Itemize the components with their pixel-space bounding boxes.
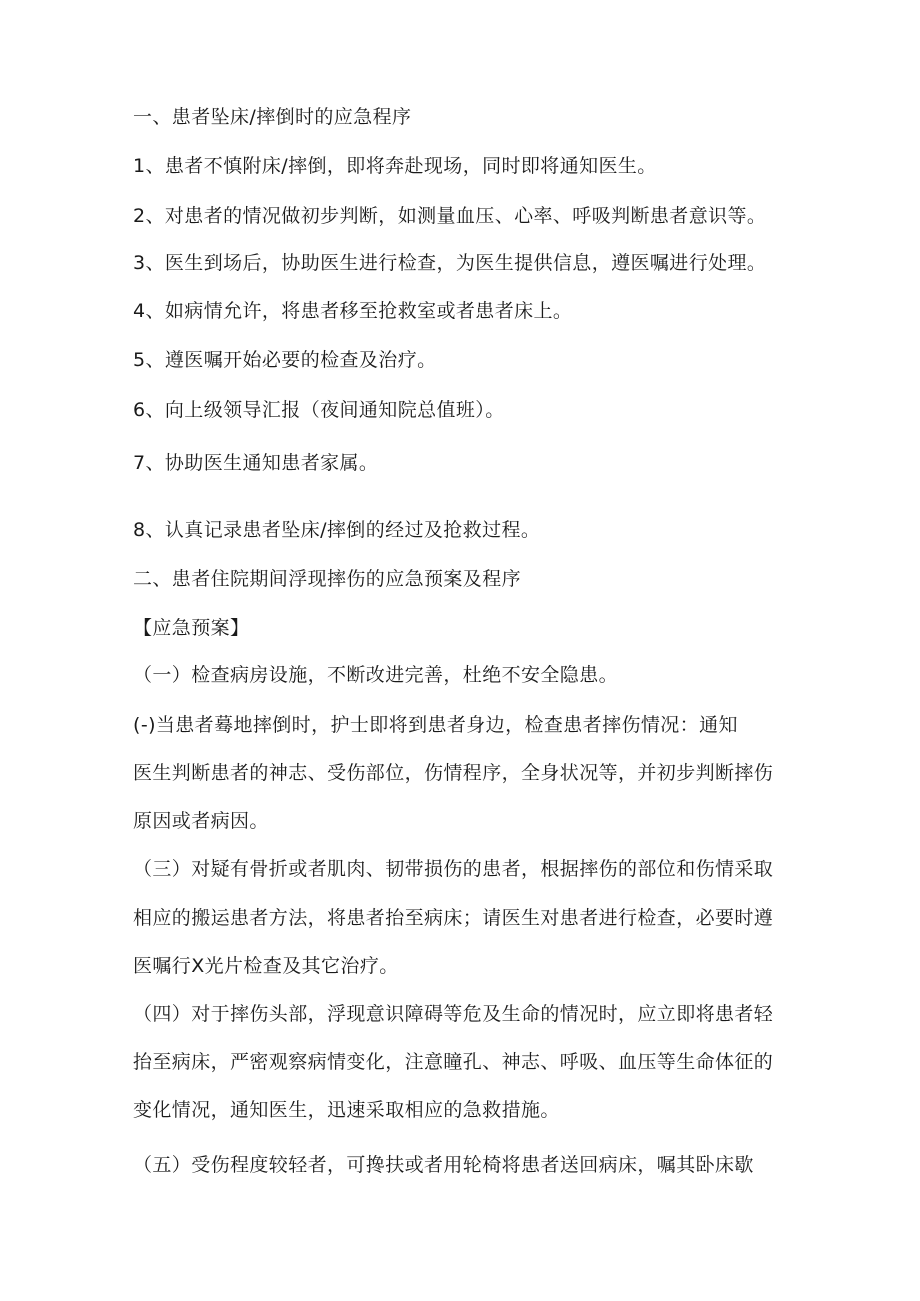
item-3-line-1: （三）对疑有骨折或者肌肉、韧带损伤的患者，根据摔伤的部位和伤情采取 [133,858,774,880]
item-3-line-2: 相应的搬运患者方法，将患者抬至病床；请医生对患者进行检查，必要时遵 [133,907,774,929]
step-2: 2、对患者的情况做初步判断，如测量血压、心率、呼吸判断患者意识等。 [133,205,767,227]
item-2-line-1: (-)当患者蓦地摔倒时，护士即将到患者身边，检查患者摔伤情况：通知 [133,714,738,736]
item-2-line-3: 原因或者病因。 [133,810,269,832]
item-4-line-1: （四）对于摔伤头部，浮现意识障碍等危及生命的情况时，应立即将患者轻 [133,1003,774,1025]
section2-subheading: 【应急预案】 [133,617,250,639]
step-7: 7、协助医生通知患者家属。 [133,452,379,474]
step-6: 6、向上级领导汇报（夜间通知院总值班）。 [133,399,505,421]
item-1: （一）检查病房设施，不断改进完善，杜绝不安全隐患。 [133,664,619,686]
step-8: 8、认真记录患者坠床/摔倒的经过及抢救过程。 [133,519,541,541]
section1-heading: 一、患者坠床/摔倒时的应急程序 [133,106,412,128]
item-5-line-1: （五）受伤程度较轻者，可搀扶或者用轮椅将患者送回病床，嘱其卧床歇 [133,1154,754,1176]
item-4-line-2: 抬至病床，严密观察病情变化，注意瞳孔、神志、呼吸、血压等生命体征的 [133,1051,774,1073]
step-4: 4、如病情允许，将患者移至抢救室或者患者床上。 [133,300,573,322]
section2-heading: 二、患者住院期间浮现摔伤的应急预案及程序 [133,568,522,590]
step-3: 3、医生到场后，协助医生进行检查，为医生提供信息，遵医嘱进行处理。 [133,252,767,274]
item-3-line-3: 医嘱行X光片检查及其它治疗。 [133,955,399,977]
step-1: 1、患者不慎附床/摔倒，即将奔赴现场，同时即将通知医生。 [133,155,657,177]
step-5: 5、遵医嘱开始必要的检查及治疗。 [133,349,437,371]
item-4-line-3: 变化情况，通知医生，迅速采取相应的急救措施。 [133,1099,560,1121]
item-2-line-2: 医生判断患者的神志、受伤部位，伤情程序，全身状况等，并初步判断摔伤 [133,762,774,784]
